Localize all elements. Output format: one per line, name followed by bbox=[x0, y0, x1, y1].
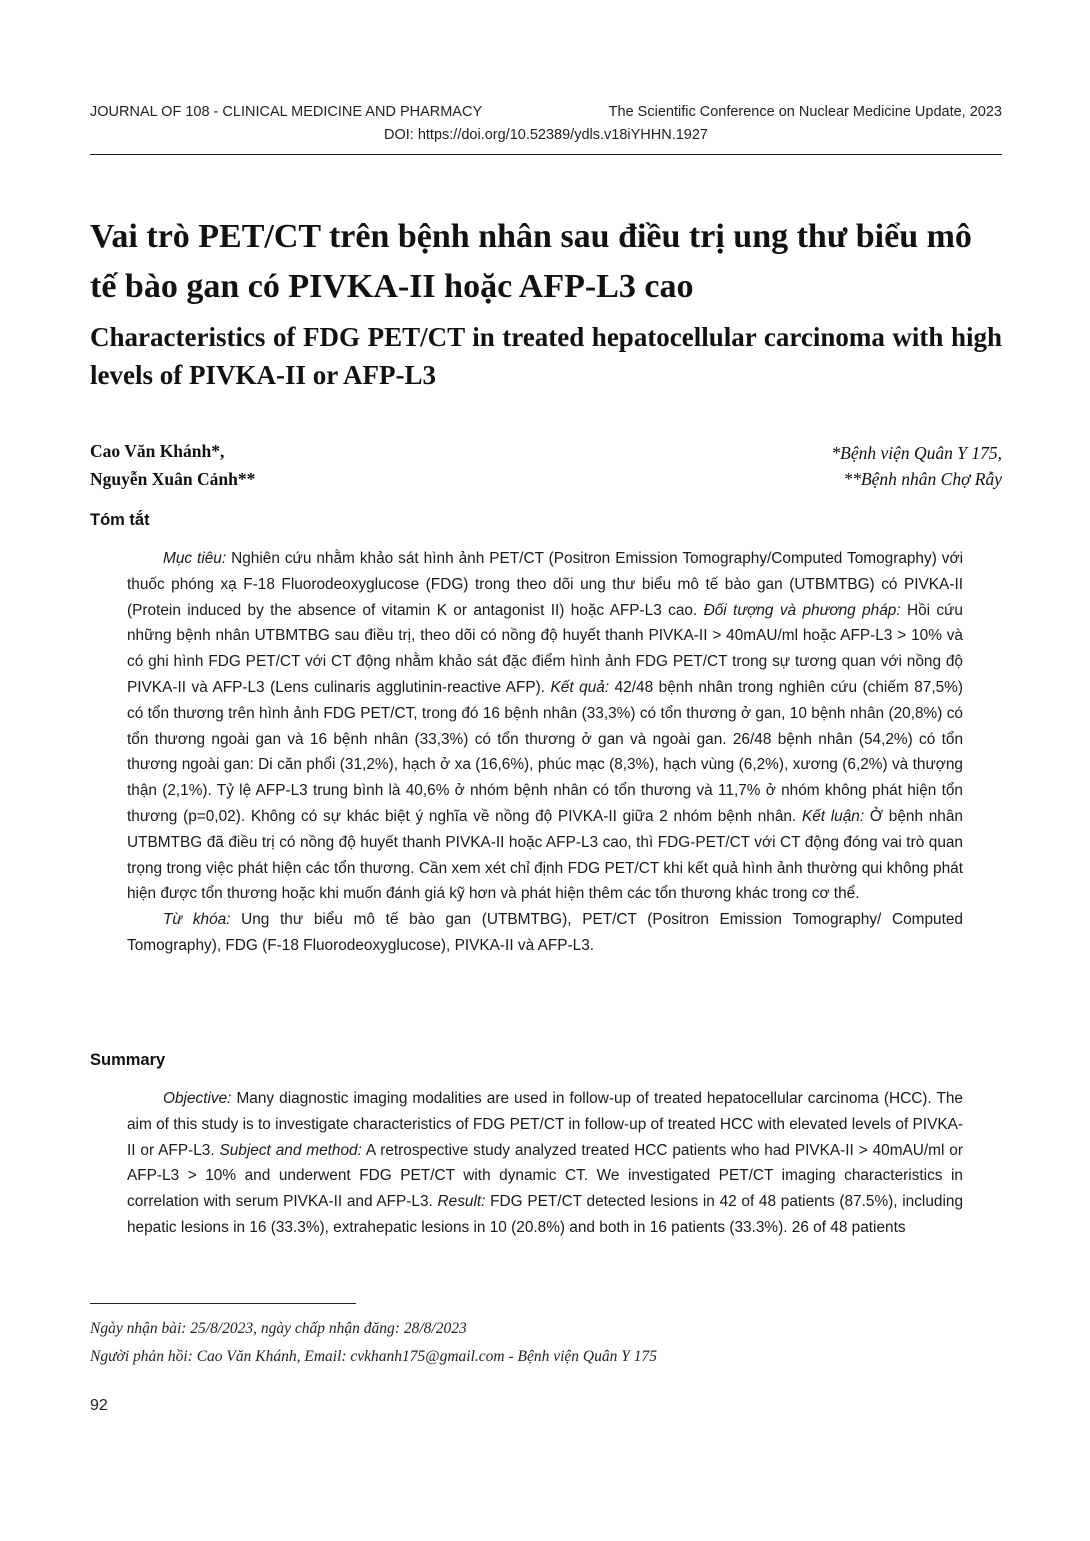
author-list bbox=[90, 437, 255, 493]
abstract-paragraph bbox=[127, 546, 963, 907]
conclusion-text: Ở bệnh nhân UTBMTBG đã điều trị có nồng độ huyết thanh PIVKA-II hoặc AFP-L3 cao, thì FDG-PET/CT với CT động đóng vai trò quan trọng trong việc phát hiện các tổn thương. Cần xem xét chỉ định FDG PET/CT khi kết quả hình ảnh thường qui không phát hiện được tổn thương hoặc khi muốn đánh giá kỹ hơn và phát hiện thêm các tổn thương khác trong cơ thể. bbox=[127, 807, 963, 903]
journal-name: JOURNAL OF 108 - CLINICAL MEDICINE AND PHARMACY bbox=[90, 104, 483, 120]
label-keywords: Từ khóa: bbox=[163, 911, 231, 929]
section-heading-tom-tat: Tóm tắt bbox=[90, 511, 150, 529]
label-method: Đối tượng và phương pháp: bbox=[703, 601, 901, 619]
label-method: Subject and method: bbox=[219, 1141, 362, 1159]
running-header bbox=[90, 104, 1002, 126]
affiliation: **Bệnh nhân Chợ Rẫy bbox=[843, 469, 1002, 489]
keywords-paragraph bbox=[127, 907, 963, 959]
author-name: Nguyễn Xuân Cảnh** bbox=[90, 469, 256, 489]
result-text: FDG PET/CT detected lesions in 42 of 48 patients (87.5%), including hepatic lesions in 16 (33.3%), extrahepatic lesions in 10 (20.8%) and both in 16 patients (33.3%). 26 of 48 patients bbox=[127, 1193, 964, 1236]
doi-link[interactable]: DOI: https://doi.org/10.52389/ydls.v18iYHHN.1927 bbox=[383, 127, 708, 143]
label-result: Result: bbox=[437, 1193, 486, 1211]
method-text: Hồi cứu những bệnh nhân UTBMTBG sau điều trị, theo dõi có nồng độ huyết thanh PIVKA-II > 40mAU/ml hoặc AFP-L3 > 10% và có ghi hình FDG PET/CT với CT động nhằm khảo sát đặc điểm hình ảnh FDG PET/CT trong sự tương quan với nồng độ PIVKA-II và AFP-L3 (Lens culinaris agglutinin-reactive AFP). bbox=[127, 601, 963, 696]
label-objective: Mục tiêu: bbox=[163, 550, 227, 567]
section-heading-summary: Summary bbox=[90, 1051, 166, 1069]
result-text: 42/48 bệnh nhân trong nghiên cứu (chiếm 87,5%) có tổn thương trên hình ảnh FDG PET/CT, trong đó 16 bệnh nhân (33,3%) có tổn thương ở gan, 10 bệnh nhân (20,8%) có tổn thương ngoài gan và 16 bệnh nhân (33,3%) có tổn thương ở gan và ngoài gan. 26/48 bệnh nhân (54,2%) có tổn thương ngoài gan: Di căn phổi (31,2%), hạch ở xa (16,6%), phúc mạc (8,3%), hạch vùng (6,2%), xương (6,2%) và thượng thận (2,1%). Tỷ lệ AFP-L3 trung bình là 40,6% ở nhóm bệnh nhân có tổn thương và 11,7% ở nhóm không phát hiện tổn thương (p=0,02). Không có sự khác biệt ý nghĩa về nồng độ PIVKA-II giữa 2 nhóm bệnh nhân. bbox=[127, 678, 963, 825]
footnote-divider bbox=[90, 1303, 356, 1304]
page-number: 92 bbox=[90, 1397, 108, 1414]
title-vietnamese: Vai trò PET/CT trên bệnh nhân sau điều trị ung thư biểu mô tế bào gan có PIVKA-II hoặc AFP-L3 cao bbox=[90, 218, 972, 305]
header-divider bbox=[90, 154, 1002, 155]
abstract-english bbox=[127, 1086, 963, 1241]
method-text: A retrospective study analyzed treated HCC patients who had PIVKA-II > 40mAU/ml or AFP-L3 > 10% and underwent FDG PET/CT with dynamic CT. We investigated PET/CT imaging characteristics in correlation with serum PIVKA-II and AFP-L3. bbox=[127, 1141, 963, 1211]
affiliation: *Bệnh viện Quân Y 175, bbox=[831, 443, 1002, 463]
footnote-received-date: Ngày nhận bài: 25/8/2023, ngày chấp nhận đăng: 28/8/2023 bbox=[90, 1320, 467, 1337]
label-conclusion: Kết luận: bbox=[801, 807, 865, 825]
objective-text: Nghiên cứu nhằm khảo sát hình ảnh PET/CT (Positron Emission Tomography/Computed Tomography) với thuốc phóng xạ F-18 Fluorodeoxyglucose (FDG) trong theo dõi ung thư biểu mô tế bào gan (UTBMTBG) có PIVKA-II (Protein induced by the absence of vitamin K or antagonist II) hoặc AFP-L3 cao. bbox=[127, 550, 963, 619]
title-english: Characteristics of FDG PET/CT in treated hepatocellular carcinoma with high levels of PIVKA-II or AFP-L3 bbox=[90, 322, 1002, 390]
label-objective: Objective: bbox=[163, 1090, 232, 1107]
keywords-text: Ung thư biểu mô tế bào gan (UTBMTBG), PET/CT (Positron Emission Tomography/ Computed Tomography), FDG (F-18 Fluorodeoxyglucose), PIVKA-II và AFP-L3. bbox=[127, 911, 963, 954]
conference-name: The Scientific Conference on Nuclear Medicine Update, 2023 bbox=[608, 104, 1002, 120]
abstract-vietnamese bbox=[127, 546, 963, 959]
affiliation-list bbox=[831, 440, 1002, 492]
author-name: Cao Văn Khánh*, bbox=[90, 441, 225, 461]
objective-text: Many diagnostic imaging modalities are used in follow-up of treated hepatocellular carcinoma (HCC). The aim of this study is to investigate characteristics of FDG PET/CT in follow-up of treated HCC with elevated levels of PIVKA-II or AFP-L3. bbox=[127, 1090, 963, 1159]
footnote-corresponding-author: Người phản hồi: Cao Văn Khánh, Email: cvkhanh175@gmail.com - Bệnh viện Quân Y 175 bbox=[90, 1348, 657, 1365]
abstract-paragraph bbox=[127, 1086, 963, 1241]
label-result: Kết quả: bbox=[550, 678, 610, 696]
